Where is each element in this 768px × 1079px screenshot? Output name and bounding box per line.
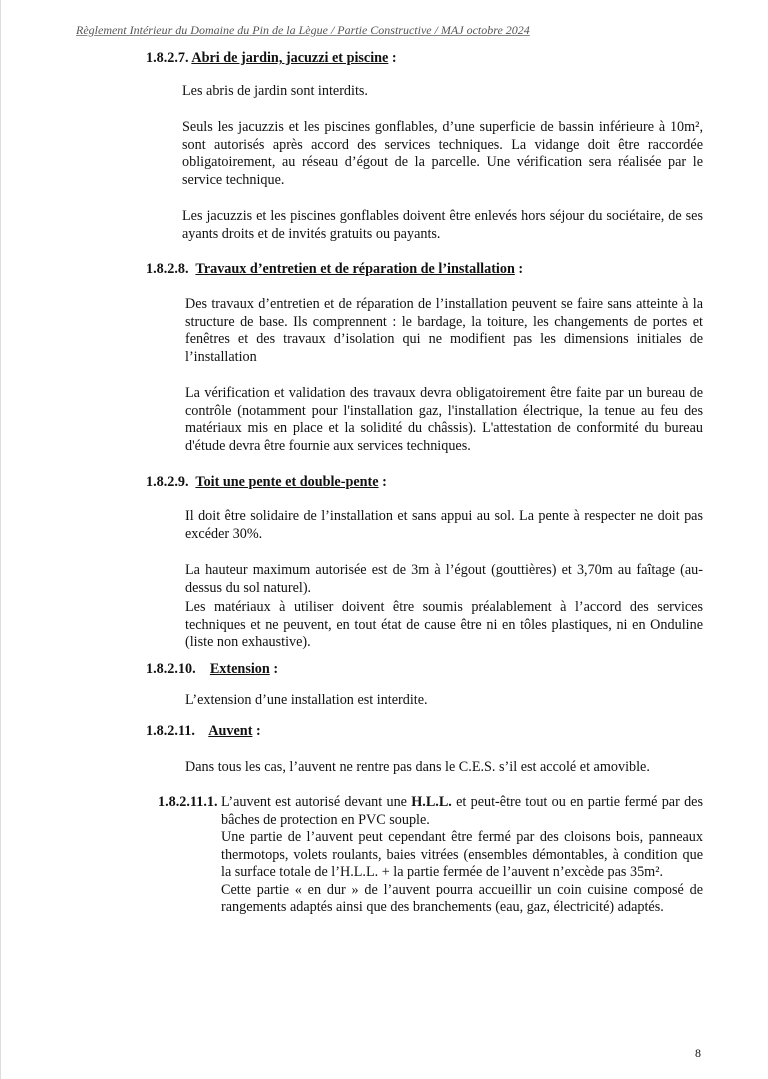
- paragraph: Il doit être solidaire de l’installation et sans appui au sol. La pente à respecter ne doit pas excéder 30%.: [185, 508, 703, 542]
- section-heading-1-8-2-8: [146, 261, 523, 278]
- heading-colon: :: [514, 261, 524, 277]
- paragraph: Seuls les jacuzzis et les piscines gonflables, d’une superficie de bassin inférieure à 10m², sont autorisés après accord des services techniques. La vidange doit être raccordée obligatoirement, au réseau d’égout de la parcelle. Une vérification sera réalisée par le service technique.: [182, 119, 703, 188]
- paragraph: Les abris de jardin sont interdits.: [182, 83, 368, 99]
- section-title: Extension: [209, 661, 270, 677]
- subsection-paragraph: Cette partie « en dur » de l’auvent pourra accueillir un coin cuisine composé de rangements adaptés ainsi que des branchements (eau, gaz, électricité) adaptés.: [221, 881, 703, 915]
- subsection-paragraph: L’auvent est autorisé devant une H.L.L. et peut-être tout ou en partie fermé par des bâches de protection en PVC souple.: [221, 794, 703, 828]
- section-heading-1-8-2-11: [146, 723, 261, 740]
- heading-colon: :: [378, 474, 387, 490]
- section-number: 1.8.2.11.: [146, 723, 195, 739]
- section-number: 1.8.2.10.: [146, 661, 196, 677]
- paragraph: L’extension d’une installation est interdite.: [185, 692, 428, 708]
- heading-colon: :: [388, 50, 397, 66]
- paragraph: Les jacuzzis et les piscines gonflables doivent être enlevés hors séjour du sociétaire, de ses ayants droits et de invités gratuits ou payants.: [182, 208, 703, 242]
- paragraph: La vérification et validation des travaux devra obligatoirement être faite par un bureau de contrôle (notamment pour l'installation gaz, l'installation électrique, la tenue au feu des matériaux mis en place et la solidité du châssis). L'attestation de conformité du bureau d'étude devra être fournie aux services techniques.: [185, 385, 703, 454]
- section-title: Travaux d’entretien et de réparation de l’installation: [195, 261, 515, 277]
- subsection-paragraph: Une partie de l’auvent peut cependant être fermé par des cloisons bois, panneaux thermotops, volets roulants, baies vitrées (ensembles démontables, à condition que la surface totale de l’H.L.L. + la partie fermée de l’auvent n’excède pas 35m².: [221, 829, 703, 880]
- section-title: Toit une pente et double-pente: [195, 474, 379, 490]
- paragraph: Dans tous les cas, l’auvent ne rentre pas dans le C.E.S. s’il est accolé et amovible.: [185, 759, 650, 775]
- paragraph: Les matériaux à utiliser doivent être soumis préalablement à l’accord des services techniques et ne peuvent, en tout état de cause être ni en tôles plastiques, ni en Onduline (liste non exhaustive).: [185, 599, 703, 650]
- section-title: Auvent: [208, 723, 253, 739]
- hll-bold: H.L.L.: [411, 794, 452, 810]
- section-heading-1-8-2-10: [146, 661, 278, 678]
- page-number: 8: [695, 1046, 701, 1060]
- section-title: Abri de jardin, jacuzzi et piscine: [191, 50, 389, 66]
- heading-colon: :: [252, 723, 261, 739]
- section-heading-1-8-2-7: [146, 50, 397, 67]
- section-number: 1.8.2.7.: [146, 50, 189, 66]
- page-header: Règlement Intérieur du Domaine du Pin de la Lègue / Partie Constructive / MAJ octobre 2024: [76, 23, 530, 37]
- subsection-number: 1.8.2.11.1.: [158, 794, 218, 810]
- section-heading-1-8-2-9: [146, 474, 387, 491]
- section-number: 1.8.2.9.: [146, 474, 189, 490]
- heading-colon: :: [269, 661, 279, 677]
- subsection-body: [221, 794, 703, 917]
- paragraph: Des travaux d’entretien et de réparation de l’installation peuvent se faire sans atteinte à la structure de base. Ils comprennent : le bardage, la toiture, les changements de portes et fenêtres et des travaux d’isolation qui ne modifient pas les dimensions initiales de l’installation: [185, 296, 703, 365]
- section-number: 1.8.2.8.: [146, 261, 189, 277]
- paragraph: La hauteur maximum autorisée est de 3m à l’égout (gouttières) et 3,70m au faîtage (au-dessus du sol naturel).: [185, 562, 703, 596]
